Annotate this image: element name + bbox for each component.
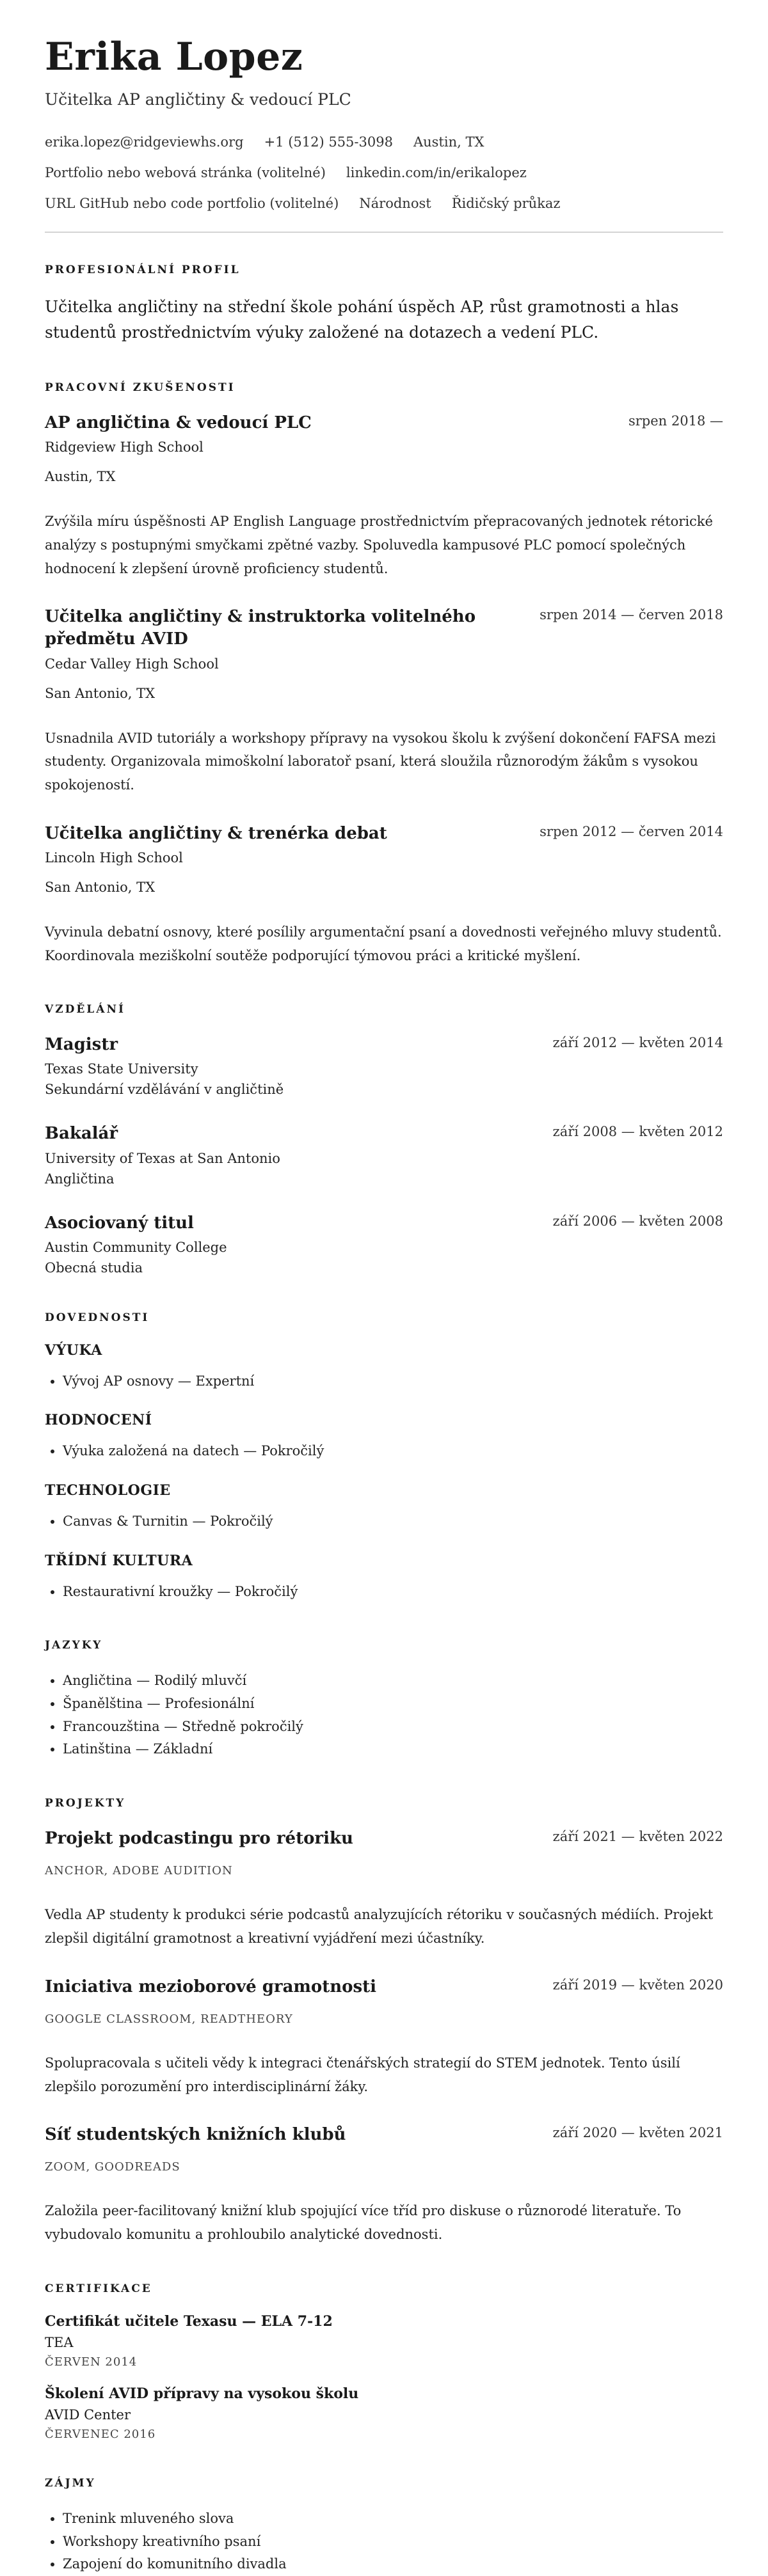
experience-entry [45, 606, 723, 796]
project-title: Iniciativa mezioborové gramotnosti [45, 1977, 377, 1996]
section-heading: DOVEDNOSTI [45, 1311, 150, 1324]
skill-category: TECHNOLOGIE [45, 1482, 171, 1499]
portfolio-link[interactable]: Portfolio nebo webová stránka (volitelné) [45, 165, 326, 180]
skill-category: VÝUKA [45, 1341, 102, 1359]
candidate-name: Erika Lopez [45, 35, 303, 79]
section-heading: ZÁJMY [45, 2476, 96, 2490]
github-link[interactable]: URL GitHub nebo code portfolio (volitelné) [45, 196, 339, 211]
experience-entry [45, 412, 723, 580]
skill-list [45, 1440, 723, 1463]
skill-category: HODNOCENÍ [45, 1412, 152, 1429]
field-of-study: Sekundární vzdělávání v angličtině [45, 1082, 284, 1098]
project-description: Vedla AP studenty k produkci série podcastů analyzujících rétoriku v současných médiích. Projekt zlepšil digitální gramotnost a kreativní vyjádření mezi účastníky. [45, 1907, 714, 1946]
language-item: • Francouzština — Středně pokročilý [63, 1716, 723, 1739]
skill-category: TŘÍDNÍ KULTURA [45, 1552, 193, 1569]
profile-section [45, 264, 723, 345]
section-heading: CERTIFIKACE [45, 2282, 152, 2295]
education-dates: září 2008 — květen 2012 [552, 1124, 723, 1140]
job-location: Austin, TX [45, 469, 116, 485]
language-list [45, 1670, 723, 1761]
experience-entry [45, 823, 723, 968]
skill-list [45, 1370, 723, 1393]
job-dates: srpen 2014 — červen 2018 [540, 607, 723, 623]
driving-license: Řidičský průkaz [451, 196, 561, 211]
language-item: • Španělština — Profesionální [63, 1693, 723, 1716]
links-line [45, 165, 723, 180]
field-of-study: Obecná studia [45, 1260, 143, 1276]
projects-section [45, 1797, 723, 2247]
degree: Magistr [45, 1035, 118, 1055]
project-dates: září 2021 — květen 2022 [552, 1829, 723, 1845]
certification-entry [45, 2385, 723, 2441]
education-dates: září 2012 — květen 2014 [552, 1035, 723, 1051]
education-section [45, 1003, 723, 1275]
section-heading: JAZYKY [45, 1639, 103, 1652]
skill-item: • Výuka založená na datech — Pokročilý [63, 1440, 723, 1463]
job-title: Učitelka angličtiny & trenérka debat [45, 823, 387, 843]
job-dates: srpen 2018 — [628, 413, 723, 429]
language-item: • Latinština — Základní [63, 1738, 723, 1761]
interest-item: • Zapojení do komunitního divadla [63, 2553, 723, 2576]
certification-date: ČERVEN 2014 [45, 2355, 138, 2369]
profile-summary: Učitelka angličtiny na střední škole pohání úspěch AP, růst gramotnosti a hlas studentů prostřednictvím výuky založené na dotazech a vedení PLC. [45, 297, 679, 342]
certification-issuer: AVID Center [45, 2406, 131, 2422]
project-entry [45, 2124, 723, 2247]
project-title: Projekt podcastingu pro rétoriku [45, 1829, 353, 1849]
school: Austin Community College [45, 1239, 227, 1255]
job-description: Zvýšila míru úspěšnosti AP English Language prostřednictvím přepracovaných jednotek rétorické analýzy s postupnými smyčkami zpětné vazby. Spoluvedla kampusové PLC pomocí společných hodnocení k zlepšení úrovně proficiency studentů. [45, 514, 713, 576]
project-dates: září 2020 — květen 2021 [552, 2125, 723, 2141]
section-heading: VZDĚLÁNÍ [45, 1003, 125, 1016]
interest-item: • Trenink mluveného slova [63, 2508, 723, 2531]
project-entry [45, 1828, 723, 1950]
interest-item: • Workshopy kreativního psaní [63, 2531, 723, 2554]
extra-info-line [45, 196, 723, 211]
skills-section [45, 1311, 723, 1604]
employer: Lincoln High School [45, 849, 183, 865]
certification-issuer: TEA [45, 2334, 74, 2350]
email-link[interactable]: erika.lopez@ridgeviewhs.org [45, 134, 244, 150]
employer: Cedar Valley High School [45, 656, 219, 672]
certification-name: Školení AVID přípravy na vysokou školu [45, 2385, 359, 2402]
interests-section [45, 2477, 723, 2576]
job-dates: srpen 2012 — červen 2014 [540, 823, 723, 839]
job-title: Učitelka angličtiny & instruktorka volitelného předmětu AVID [45, 607, 476, 649]
project-description: Spolupracovala s učiteli vědy k integraci čtenářských strategií do STEM jednotek. Tento úsilí zlepšilo porozumění pro interdisciplinární žáky. [45, 2055, 680, 2094]
languages-section [45, 1639, 723, 1761]
education-entry [45, 1123, 723, 1186]
job-location: San Antonio, TX [45, 879, 156, 895]
skill-list [45, 1510, 723, 1533]
job-description: Usnadnila AVID tutoriály a workshopy přípravy na vysokou školu k zvýšení dokončení FAFSA mezi studenty. Organizovala mimoškolní laboratoř psaní, která sloužila různorodým žákům s vysokou spokojeností. [45, 730, 716, 793]
language-item: • Angličtina — Rodilý mluvčí [63, 1670, 723, 1693]
candidate-title: Učitelka AP angličtiny & vedoucí PLC [45, 90, 351, 109]
skill-list [45, 1581, 723, 1604]
location: Austin, TX [413, 134, 484, 150]
project-dates: září 2019 — květen 2020 [552, 1977, 723, 1993]
employer: Ridgeview High School [45, 439, 204, 455]
section-heading: PRACOVNÍ ZKUŠENOSTI [45, 381, 236, 394]
project-tech: ZOOM, GOODREADS [45, 2160, 180, 2174]
nationality: Národnost [359, 196, 431, 211]
skill-item: • Vývoj AP osnovy — Expertní [63, 1370, 723, 1393]
education-entry [45, 1212, 723, 1276]
section-heading: PROJEKTY [45, 1797, 126, 1810]
job-location: San Antonio, TX [45, 685, 156, 701]
experience-section [45, 381, 723, 967]
project-tech: ANCHOR, ADOBE AUDITION [45, 1864, 233, 1878]
degree: Asociovaný titul [45, 1213, 194, 1233]
skill-item: • Canvas & Turnitin — Pokročilý [63, 1510, 723, 1533]
skill-item: • Restaurativní kroužky — Pokročilý [63, 1581, 723, 1604]
certification-name: Certifikát učitele Texasu — ELA 7-12 [45, 2312, 333, 2330]
project-description: Založila peer-facilitovaný knižní klub spojující více tříd pro diskuse o různorodé literatuře. To vybudovalo komunitu a prohloubilo analytické dovednosti. [45, 2203, 682, 2243]
job-title: AP angličtina & vedoucí PLC [45, 413, 312, 432]
project-tech: GOOGLE CLASSROOM, READTHEORY [45, 2012, 293, 2026]
section-heading: PROFESIONÁLNÍ PROFIL [45, 264, 241, 276]
phone-number[interactable]: +1 (512) 555-3098 [264, 134, 393, 150]
certifications-section [45, 2282, 723, 2441]
linkedin-link[interactable]: linkedin.com/in/erikalopez [346, 165, 527, 180]
school: University of Texas at San Antonio [45, 1150, 280, 1166]
education-dates: září 2006 — květen 2008 [552, 1213, 723, 1229]
interest-list [45, 2508, 723, 2576]
field-of-study: Angličtina [45, 1171, 115, 1187]
project-entry [45, 1976, 723, 2099]
certification-date: ČERVENEC 2016 [45, 2427, 156, 2441]
project-title: Síť studentských knižních klubů [45, 2125, 346, 2145]
contact-line [45, 134, 723, 150]
header-divider [45, 232, 723, 233]
job-description: Vyvinula debatní osnovy, které posílily argumentační psaní a dovednosti veřejného mluvy studentů. Koordinovala meziškolní soutěže podporující týmovou práci a kritické myšlení. [45, 924, 722, 963]
school: Texas State University [45, 1061, 198, 1077]
certification-entry [45, 2313, 723, 2369]
education-entry [45, 1034, 723, 1097]
degree: Bakalář [45, 1124, 118, 1144]
